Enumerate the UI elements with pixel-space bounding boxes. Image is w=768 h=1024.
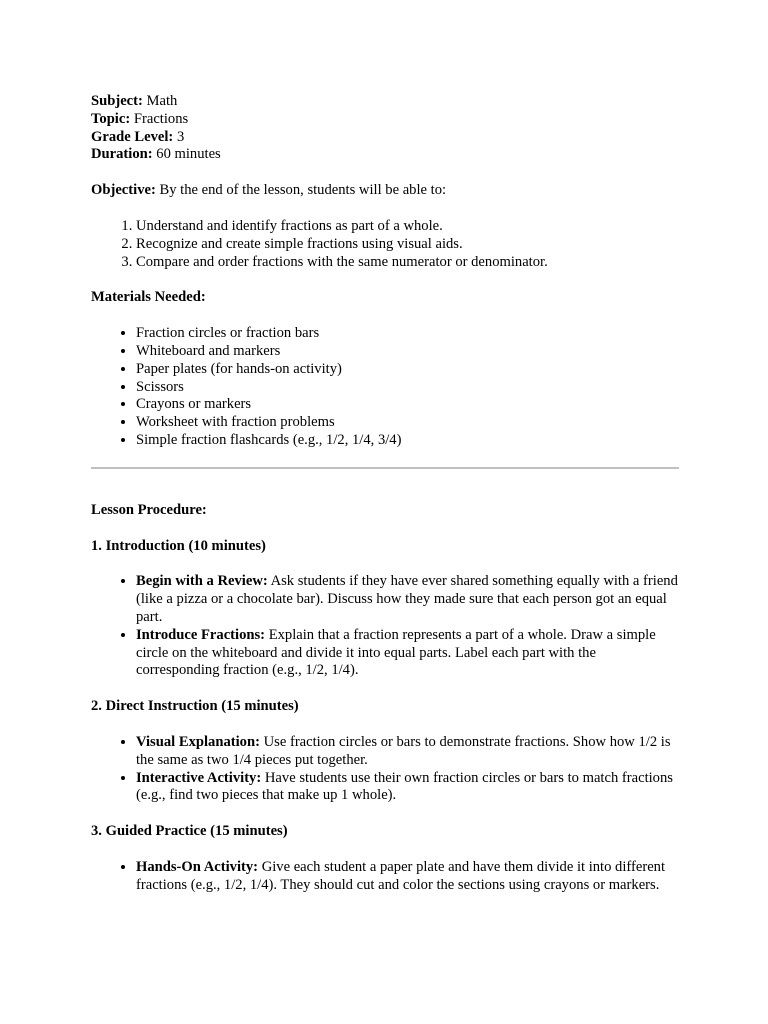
topic-line bbox=[91, 111, 679, 129]
procedure-item bbox=[136, 770, 679, 806]
procedure-item bbox=[136, 627, 679, 680]
direct-instruction-list bbox=[91, 734, 679, 805]
subject-line bbox=[91, 93, 679, 111]
section-title-guided-practice bbox=[91, 823, 679, 841]
materials-item: • Crayons or markers bbox=[136, 396, 679, 414]
item-label: Interactive Activity: bbox=[136, 769, 262, 786]
topic-value: Fractions bbox=[133, 110, 189, 127]
objective-line bbox=[91, 182, 679, 200]
procedure-item bbox=[136, 859, 679, 895]
materials-list bbox=[91, 325, 679, 450]
materials-item: • Scissors bbox=[136, 379, 679, 397]
objective-label: Objective: bbox=[91, 182, 156, 199]
lesson-meta bbox=[91, 93, 679, 164]
procedure-heading-text: Lesson Procedure: bbox=[91, 501, 207, 518]
procedure-heading bbox=[91, 502, 679, 520]
objective-item: 3. Compare and order fractions with the same numerator or denominator. bbox=[136, 254, 679, 272]
objective-item: 2. Recognize and create simple fractions using visual aids. bbox=[136, 236, 679, 254]
procedure-item bbox=[136, 573, 679, 626]
item-label: Hands-On Activity: bbox=[136, 858, 259, 875]
section-title-introduction bbox=[91, 538, 679, 556]
introduction-list bbox=[91, 573, 679, 680]
subject-label: Subject: bbox=[91, 93, 143, 109]
section-title-text: 3. Guided Practice (15 minutes) bbox=[91, 823, 288, 840]
materials-heading-text: Materials Needed: bbox=[91, 289, 206, 306]
duration-line bbox=[91, 146, 679, 164]
materials-item: • Whiteboard and markers bbox=[136, 343, 679, 361]
item-text: Give each student a paper plate and have them divide it into different fractions (e.g., 1/2, 1/4). They should cut and color the sections using crayons or markers. bbox=[136, 858, 666, 893]
grade-value: 3 bbox=[176, 128, 185, 145]
grade-label: Grade Level: bbox=[91, 128, 174, 145]
section-title-text: 1. Introduction (10 minutes) bbox=[91, 537, 266, 554]
objective-text: By the end of the lesson, students will be able to: bbox=[159, 182, 447, 199]
objective-item: 1. Understand and identify fractions as part of a whole. bbox=[136, 218, 679, 236]
materials-heading bbox=[91, 289, 679, 307]
section-title-direct-instruction bbox=[91, 698, 679, 716]
section-divider bbox=[91, 467, 679, 469]
document-body bbox=[91, 93, 679, 895]
item-label: Introduce Fractions: bbox=[136, 626, 266, 643]
topic-label: Topic: bbox=[91, 110, 131, 127]
materials-item: • Fraction circles or fraction bars bbox=[136, 325, 679, 343]
duration-value: 60 minutes bbox=[156, 146, 221, 163]
objective-list bbox=[91, 218, 679, 271]
guided-practice-list bbox=[91, 859, 679, 895]
grade-line bbox=[91, 129, 679, 147]
item-text: Have students use their own fraction circles or bars to match fractions (e.g., find two pieces that make up 1 whole). bbox=[136, 769, 673, 804]
item-label: Begin with a Review: bbox=[136, 573, 268, 590]
materials-item: • Worksheet with fraction problems bbox=[136, 414, 679, 432]
subject-value: Math bbox=[146, 93, 178, 109]
item-label: Visual Explanation: bbox=[136, 733, 260, 750]
duration-label: Duration: bbox=[91, 146, 153, 163]
materials-item: • Paper plates (for hands-on activity) bbox=[136, 361, 679, 379]
item-text: Explain that a fraction represents a part of a whole. Draw a simple circle on the whiteboard and divide it into equal parts. Label each part with the corresponding fraction (e.g., 1/2, 1/4). bbox=[136, 626, 656, 679]
item-text: Ask students if they have ever shared something equally with a friend (like a pizza or a chocolate bar). Discuss how they made sure that each person got an equal part. bbox=[136, 573, 678, 625]
item-text: Use fraction circles or bars to demonstrate fractions. Show how 1/2 is the same as two 1/4 pieces put together. bbox=[136, 733, 671, 768]
materials-item: • Simple fraction flashcards (e.g., 1/2, 1/4, 3/4) bbox=[136, 432, 679, 450]
procedure-item bbox=[136, 734, 679, 770]
section-title-text: 2. Direct Instruction (15 minutes) bbox=[91, 698, 299, 715]
